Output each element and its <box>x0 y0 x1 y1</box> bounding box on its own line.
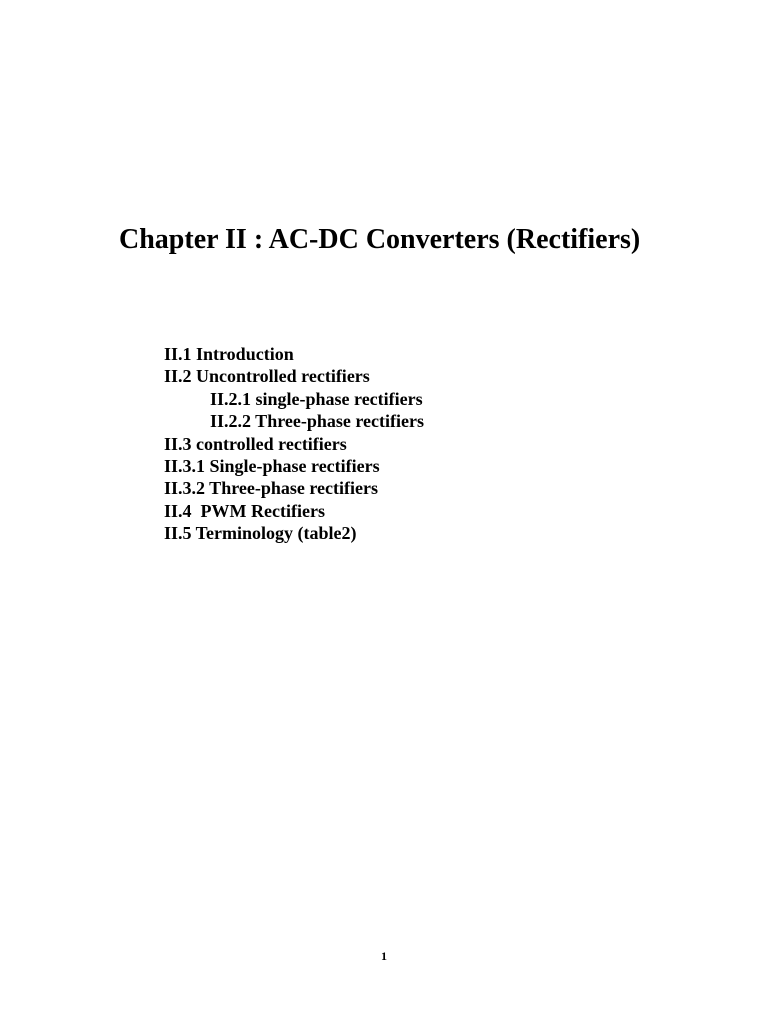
toc-item-terminology: II.5 Terminology (table2) <box>164 523 357 544</box>
toc-item-pwm-rectifiers: II.4 PWM Rectifiers <box>164 500 325 521</box>
toc-item-uncontrolled-rectifiers: II.2 Uncontrolled rectifiers <box>164 366 370 387</box>
toc-item-controlled-rectifiers: II.3 controlled rectifiers <box>164 433 347 454</box>
chapter-title: Chapter II : AC-DC Converters (Rectifiers) <box>119 224 641 255</box>
toc-item-introduction: II.1 Introduction <box>164 344 294 364</box>
page-number: 1 <box>381 949 387 963</box>
table-of-contents <box>164 343 424 545</box>
toc-subitem-single-phase-uncontrolled: II.2.1 single-phase rectifiers <box>210 388 423 409</box>
toc-item-single-phase-controlled: II.3.1 Single-phase rectifiers <box>164 456 380 477</box>
toc-item-three-phase-controlled: II.3.2 Three-phase rectifiers <box>164 478 378 499</box>
toc-subitem-three-phase-uncontrolled: II.2.2 Three-phase rectifiers <box>210 411 424 432</box>
